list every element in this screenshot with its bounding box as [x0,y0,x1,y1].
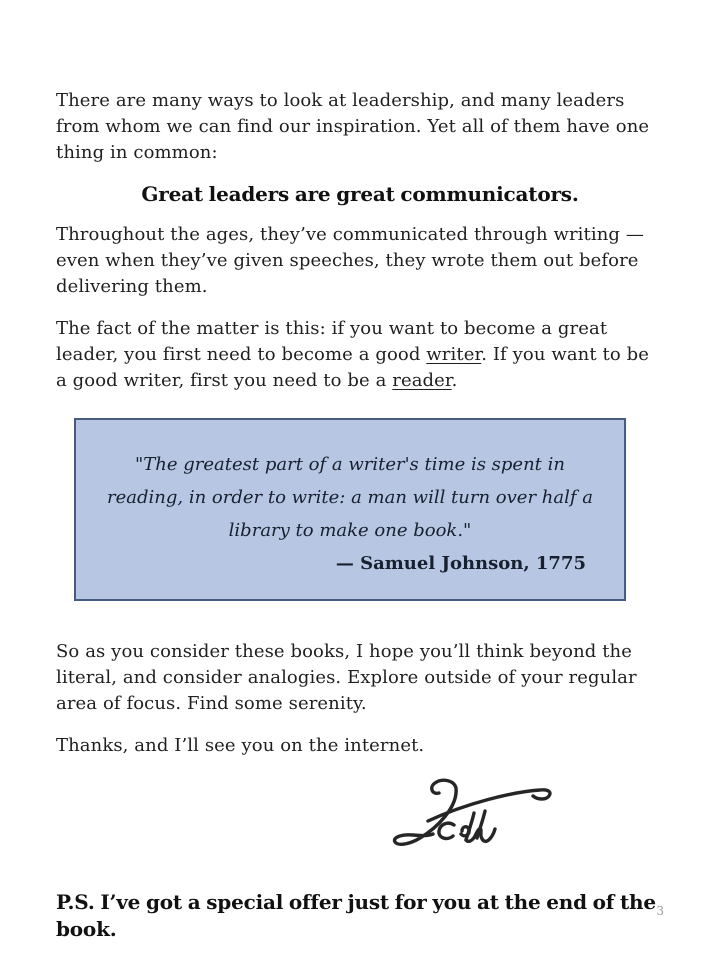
writer-underlined-word: writer [426,344,482,365]
intro-paragraph: There are many ways to look at leadership, and many leaders from whom we can find our inspiration. Yet all of them have one thing in common: [56,90,650,163]
fact-end-text: . [451,370,458,391]
reader-underlined-word: reader [392,370,452,391]
ps-offer-line: P.S. I’ve got a special offer just for you at the end of the book. [56,890,656,941]
fact-mid-text: . If you want to be a good writer, first you need to be a [56,344,649,391]
samuel-johnson-quote-box [74,418,626,601]
closing-paragraph: So as you consider these books, I hope you’ll think beyond the literal, and consider analogies. Explore outside of your regular area of focus. Find some serenity. [56,641,637,714]
quote-text: "The greatest part of a writer's time is spent in reading, in order to write: a man will turn over half a library to make one book." [107,454,593,541]
great-leaders-heading: Great leaders are great communicators. [141,182,579,206]
ages-paragraph: Throughout the ages, they’ve communicated through writing — even when they’ve given speeches, they wrote them out before delivering them. [56,224,644,297]
quote-attribution: — Samuel Johnson, 1775 [335,553,586,574]
fact-lead-text: The fact of the matter is this: if you want to become a great leader, you first need to become a good [56,318,608,365]
thanks-line: Thanks, and I’ll see you on the internet. [56,735,425,756]
page-number: 3 [656,904,664,918]
signature-scott [382,775,592,867]
fact-paragraph [56,316,664,394]
signature-scott-icon [382,775,592,867]
